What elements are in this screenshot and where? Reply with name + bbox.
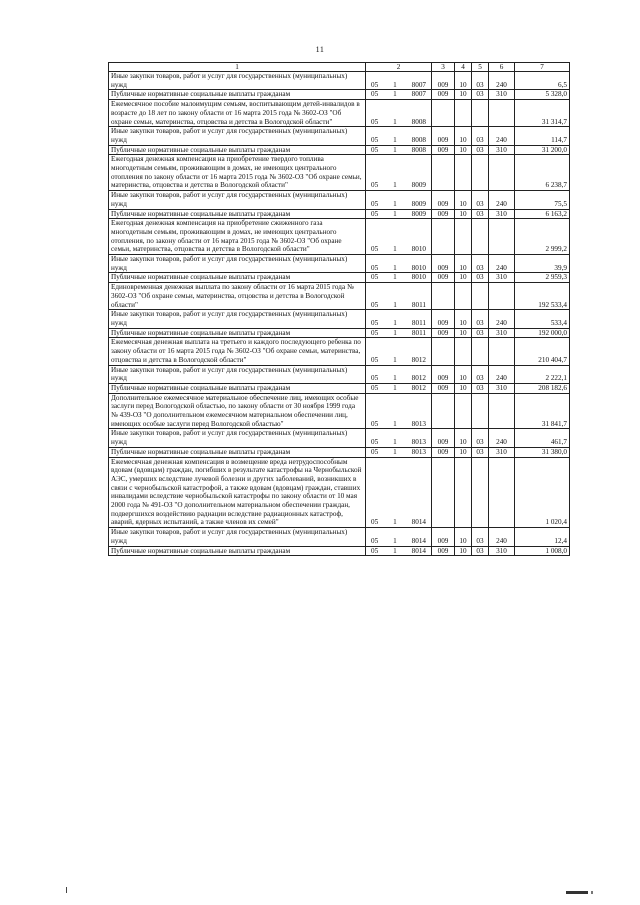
row-code-part: 8014 [411,536,426,545]
row-amount: 208 182,6 [515,383,570,393]
row-description: Публичные нормативные социальные выплаты гражданам [109,273,366,283]
row-code [366,255,432,273]
row-code-part: 1 [393,90,397,99]
table-row [109,283,570,310]
row-code-part: 1 [393,273,397,282]
row-code [366,219,432,255]
row-col-4: 10 [455,72,472,90]
row-col-5 [472,155,489,191]
row-code-part: 8013 [411,447,426,456]
header-col-2: 2 [366,63,432,72]
row-code-part: 1 [393,145,397,154]
row-description: Иные закупки товаров, работ и услуг для государственных (муниципальных) нужд [109,429,366,447]
row-code-part: 1 [393,209,397,218]
row-col-6 [489,219,515,255]
header-col-4: 4 [455,63,472,72]
row-code [366,310,432,328]
row-col-3 [432,457,455,528]
row-code-part: 05 [371,245,379,254]
row-code-part: 8009 [411,209,426,218]
row-col-5: 03 [472,72,489,90]
header-row [109,63,570,72]
row-description: Публичные нормативные социальные выплаты гражданам [109,90,366,100]
row-code-part: 8010 [411,273,426,282]
row-col-5: 03 [472,546,489,556]
table-row [109,429,570,447]
row-col-3: 009 [432,310,455,328]
row-col-5: 03 [472,328,489,338]
row-code-part: 1 [393,536,397,545]
row-amount: 31 841,7 [515,393,570,429]
row-col-5: 03 [472,383,489,393]
row-description: Единовременная денежная выплата по закону области от 16 марта 2015 года № 3602-ОЗ "Об охране семьи, материнства, отцовства и детства в Вологодской области" [109,283,366,310]
row-amount: 5 328,0 [515,90,570,100]
row-col-4: 10 [455,273,472,283]
row-code-part: 8009 [411,181,426,190]
row-description: Иные закупки товаров, работ и услуг для государственных (муниципальных) нужд [109,365,366,383]
row-col-6: 310 [489,328,515,338]
row-col-4: 10 [455,447,472,457]
row-col-6: 240 [489,191,515,209]
row-col-5: 03 [472,528,489,546]
row-code [366,393,432,429]
row-description: Ежемесячная денежная компенсация в возмещение вреда нетрудоспособным вдовам (вдовцам) граждан, погибших в результате катастрофы на Чернобыльской АЭС, умерших вследствие лучевой болезни и других заболеваний, возникших в связи с чернобыльской катастрофой, а также вдовам (вдовцам) граждан, ставших инвалидами вследствие чернобыльской катастрофы по закону области от 10 мая 2000 года № 491-ОЗ "О дополнительном материальном обеспечении граждан, подвергшихся воздействию радиации вследствие радиационных катастроф, аварий, ядерных испытаний, а также членов их семей" [109,457,366,528]
row-code-part: 05 [371,90,379,99]
table-row [109,155,570,191]
table-row [109,393,570,429]
row-code-part: 1 [393,199,397,208]
table-row [109,127,570,145]
row-col-3: 009 [432,209,455,219]
row-col-3: 009 [432,145,455,155]
row-col-3 [432,155,455,191]
row-code-part: 1 [393,374,397,383]
row-code-part: 8010 [411,245,426,254]
row-code-part: 1 [393,518,397,527]
row-code-part: 8013 [411,438,426,447]
row-code [366,328,432,338]
table-row [109,145,570,155]
row-code [366,447,432,457]
table-row [109,365,570,383]
row-col-5 [472,338,489,365]
row-code-part: 8008 [411,117,426,126]
row-col-5: 03 [472,209,489,219]
row-col-3 [432,393,455,429]
row-col-3: 009 [432,273,455,283]
row-col-5: 03 [472,255,489,273]
row-code [366,383,432,393]
row-code-part: 1 [393,447,397,456]
scan-mark-right [566,891,588,894]
row-col-5: 03 [472,429,489,447]
row-amount: 6 238,7 [515,155,570,191]
row-code [366,100,432,127]
row-col-3: 009 [432,72,455,90]
table-row [109,328,570,338]
row-col-5: 03 [472,365,489,383]
row-code-part: 05 [371,318,379,327]
row-amount: 39,9 [515,255,570,273]
row-amount: 533,4 [515,310,570,328]
row-code-part: 05 [371,263,379,272]
row-code-part: 8011 [411,318,426,327]
row-code [366,155,432,191]
row-amount: 1 020,4 [515,457,570,528]
row-amount: 31 200,0 [515,145,570,155]
row-code-part: 8011 [411,328,426,337]
row-code [366,283,432,310]
table-row [109,546,570,556]
row-code-part: 1 [393,117,397,126]
row-col-6: 240 [489,255,515,273]
row-col-6 [489,283,515,310]
row-col-6: 240 [489,127,515,145]
row-code-part: 05 [371,273,379,282]
row-col-4 [455,283,472,310]
row-code [366,457,432,528]
row-amount: 6,5 [515,72,570,90]
row-col-5 [472,393,489,429]
row-col-6: 310 [489,90,515,100]
row-amount: 114,7 [515,127,570,145]
row-code-part: 8014 [411,518,426,527]
row-col-3: 009 [432,365,455,383]
row-code-part: 1 [393,438,397,447]
row-amount: 31 380,0 [515,447,570,457]
row-code-part: 05 [371,328,379,337]
row-code-part: 1 [393,245,397,254]
row-code-part: 05 [371,438,379,447]
row-col-4 [455,100,472,127]
row-code-part: 05 [371,518,379,527]
table-row [109,457,570,528]
row-code [366,90,432,100]
row-col-4: 10 [455,328,472,338]
row-code-part: 05 [371,181,379,190]
header-col-5: 5 [472,63,489,72]
row-code-part: 8014 [411,546,426,555]
row-code-part: 1 [393,328,397,337]
row-code [366,127,432,145]
row-col-5 [472,219,489,255]
budget-table [108,62,570,556]
row-col-5: 03 [472,145,489,155]
table-row [109,528,570,546]
row-col-3: 009 [432,447,455,457]
row-col-5: 03 [472,273,489,283]
row-col-3: 009 [432,255,455,273]
row-description: Ежегодная денежная компенсация на приобретение твердого топлива многодетным семьям, проживающим в домах, не имеющих центрального отопления по закону области от 16 марта 2015 года № 3602-ОЗ "Об охране семьи, материнства, отцовства и детства в Вологодской области" [109,155,366,191]
row-code-part: 8009 [411,199,426,208]
row-col-3: 009 [432,383,455,393]
row-amount: 31 314,7 [515,100,570,127]
table-row [109,447,570,457]
row-amount: 12,4 [515,528,570,546]
row-col-4: 10 [455,310,472,328]
row-col-3: 009 [432,429,455,447]
row-code-part: 05 [371,199,379,208]
row-code-part: 05 [371,209,379,218]
row-description: Иные закупки товаров, работ и услуг для государственных (муниципальных) нужд [109,127,366,145]
row-col-6: 310 [489,273,515,283]
row-code-part: 05 [371,117,379,126]
row-col-4: 10 [455,127,472,145]
row-description: Публичные нормативные социальные выплаты гражданам [109,447,366,457]
row-code-part: 8007 [411,80,426,89]
row-col-6: 240 [489,365,515,383]
row-description: Ежемесячное пособие малоимущим семьям, воспитывающим детей-инвалидов в возрасте до 18 лет по закону области от 16 марта 2015 года № 3602-ОЗ "Об охране семьи, материнства, отцовства и детства в Вологодской области" [109,100,366,127]
scan-mark-left [66,887,67,893]
row-col-6: 310 [489,209,515,219]
table-row [109,72,570,90]
row-col-4 [455,338,472,365]
row-code-part: 8012 [411,383,426,392]
row-code-part: 8008 [411,135,426,144]
row-col-3: 009 [432,90,455,100]
row-code-part: 1 [393,181,397,190]
row-col-5: 03 [472,447,489,457]
row-description: Иные закупки товаров, работ и услуг для государственных (муниципальных) нужд [109,191,366,209]
row-col-5: 03 [472,90,489,100]
table-row [109,90,570,100]
row-code-part: 05 [371,383,379,392]
row-col-6 [489,393,515,429]
table-row [109,310,570,328]
row-description: Иные закупки товаров, работ и услуг для государственных (муниципальных) нужд [109,72,366,90]
header-col-3: 3 [432,63,455,72]
row-code-part: 8008 [411,145,426,154]
row-col-6: 310 [489,145,515,155]
row-description: Иные закупки товаров, работ и услуг для государственных (муниципальных) нужд [109,310,366,328]
row-code-part: 05 [371,546,379,555]
row-col-5: 03 [472,127,489,145]
row-code [366,209,432,219]
row-amount: 75,5 [515,191,570,209]
row-code-part: 8012 [411,355,426,364]
row-col-5 [472,283,489,310]
row-col-6 [489,457,515,528]
row-col-5 [472,100,489,127]
row-col-3: 009 [432,546,455,556]
row-col-6: 240 [489,528,515,546]
row-col-4 [455,393,472,429]
row-description: Публичные нормативные социальные выплаты гражданам [109,383,366,393]
row-code-part: 1 [393,263,397,272]
row-description: Публичные нормативные социальные выплаты гражданам [109,546,366,556]
row-col-3 [432,100,455,127]
row-col-3: 009 [432,127,455,145]
row-code [366,546,432,556]
row-code-part: 05 [371,536,379,545]
row-col-5: 03 [472,191,489,209]
row-code [366,72,432,90]
table-body [109,72,570,556]
row-col-3 [432,283,455,310]
row-col-3 [432,338,455,365]
row-col-6: 310 [489,447,515,457]
row-code-part: 1 [393,546,397,555]
row-col-4: 10 [455,429,472,447]
row-code-part: 05 [371,135,379,144]
row-code-part: 05 [371,374,379,383]
table-row [109,383,570,393]
row-col-3: 009 [432,328,455,338]
row-amount: 2 999,2 [515,219,570,255]
row-amount: 1 008,0 [515,546,570,556]
row-code-part: 8012 [411,374,426,383]
row-code-part: 1 [393,80,397,89]
row-code-part: 05 [371,300,379,309]
row-code-part: 1 [393,300,397,309]
row-code-part: 1 [393,318,397,327]
row-amount: 6 163,2 [515,209,570,219]
row-col-4: 10 [455,383,472,393]
row-code [366,528,432,546]
row-col-6: 310 [489,546,515,556]
row-code-part: 8013 [411,419,426,428]
row-col-4: 10 [455,191,472,209]
row-code [366,429,432,447]
row-code-part: 05 [371,355,379,364]
row-amount: 192 000,0 [515,328,570,338]
row-col-6 [489,155,515,191]
row-col-6: 240 [489,310,515,328]
row-col-5 [472,457,489,528]
row-description: Иные закупки товаров, работ и услуг для государственных (муниципальных) нужд [109,528,366,546]
row-description: Ежемесячная денежная выплата на третьего и каждого последующего ребенка по закону области от 16 марта 2015 года № 3602-ОЗ "Об охране семьи, материнства, отцовства и детства в Вологодской области" [109,338,366,365]
page-number: 11 [315,45,325,54]
table-row [109,273,570,283]
row-code [366,145,432,155]
header-col-1: 1 [109,63,366,72]
row-amount: 192 533,4 [515,283,570,310]
row-col-6 [489,338,515,365]
row-col-6: 310 [489,383,515,393]
row-code-part: 1 [393,355,397,364]
row-amount: 2 222,1 [515,365,570,383]
row-code-part: 1 [393,135,397,144]
row-col-3: 009 [432,191,455,209]
row-col-3 [432,219,455,255]
table-row [109,100,570,127]
row-description: Публичные нормативные социальные выплаты гражданам [109,328,366,338]
row-amount: 461,7 [515,429,570,447]
row-code [366,191,432,209]
row-description: Публичные нормативные социальные выплаты гражданам [109,145,366,155]
table-row [109,209,570,219]
row-code-part: 8011 [411,300,426,309]
row-description: Ежегодная денежная компенсация на приобретение сжиженного газа многодетным семьям, проживающим в домах, не имеющих центрального отопления, по закону области от 16 марта 2015 года № 3602-ОЗ "Об охране семьи, материнства, отцовства и детства в Вологодской области" [109,219,366,255]
row-col-4: 10 [455,365,472,383]
row-code [366,338,432,365]
row-description: Публичные нормативные социальные выплаты гражданам [109,209,366,219]
table-row [109,219,570,255]
row-col-4 [455,219,472,255]
row-code-part: 8007 [411,90,426,99]
table-row [109,255,570,273]
row-col-4: 10 [455,546,472,556]
row-col-4: 10 [455,145,472,155]
header-col-7: 7 [515,63,570,72]
row-col-3: 009 [432,528,455,546]
row-code-part: 05 [371,447,379,456]
row-col-6: 240 [489,72,515,90]
row-code [366,365,432,383]
row-code-part: 05 [371,80,379,89]
row-code-part: 05 [371,419,379,428]
row-code-part: 1 [393,383,397,392]
row-col-4: 10 [455,90,472,100]
row-amount: 210 404,7 [515,338,570,365]
row-col-4 [455,457,472,528]
row-code-part: 8010 [411,263,426,272]
row-col-6 [489,100,515,127]
table-row [109,191,570,209]
row-code-part: 05 [371,145,379,154]
table-row [109,338,570,365]
row-col-4: 10 [455,255,472,273]
row-description: Иные закупки товаров, работ и услуг для государственных (муниципальных) нужд [109,255,366,273]
row-col-4: 10 [455,209,472,219]
row-col-4: 10 [455,528,472,546]
row-code-part: 1 [393,419,397,428]
scan-mark-right-tail [591,891,593,894]
row-amount: 2 959,3 [515,273,570,283]
row-description: Дополнительное ежемесячное материальное обеспечение лиц, имеющих особые заслуги перед Вологодской областью, по закону области от 30 ноября 1999 года № 439-ОЗ "О дополнительном ежемесячном материальном обеспечении лиц, имеющих особые заслуги перед Вологодской областью" [109,393,366,429]
row-col-5: 03 [472,310,489,328]
header-col-6: 6 [489,63,515,72]
row-col-4 [455,155,472,191]
row-code [366,273,432,283]
row-col-6: 240 [489,429,515,447]
